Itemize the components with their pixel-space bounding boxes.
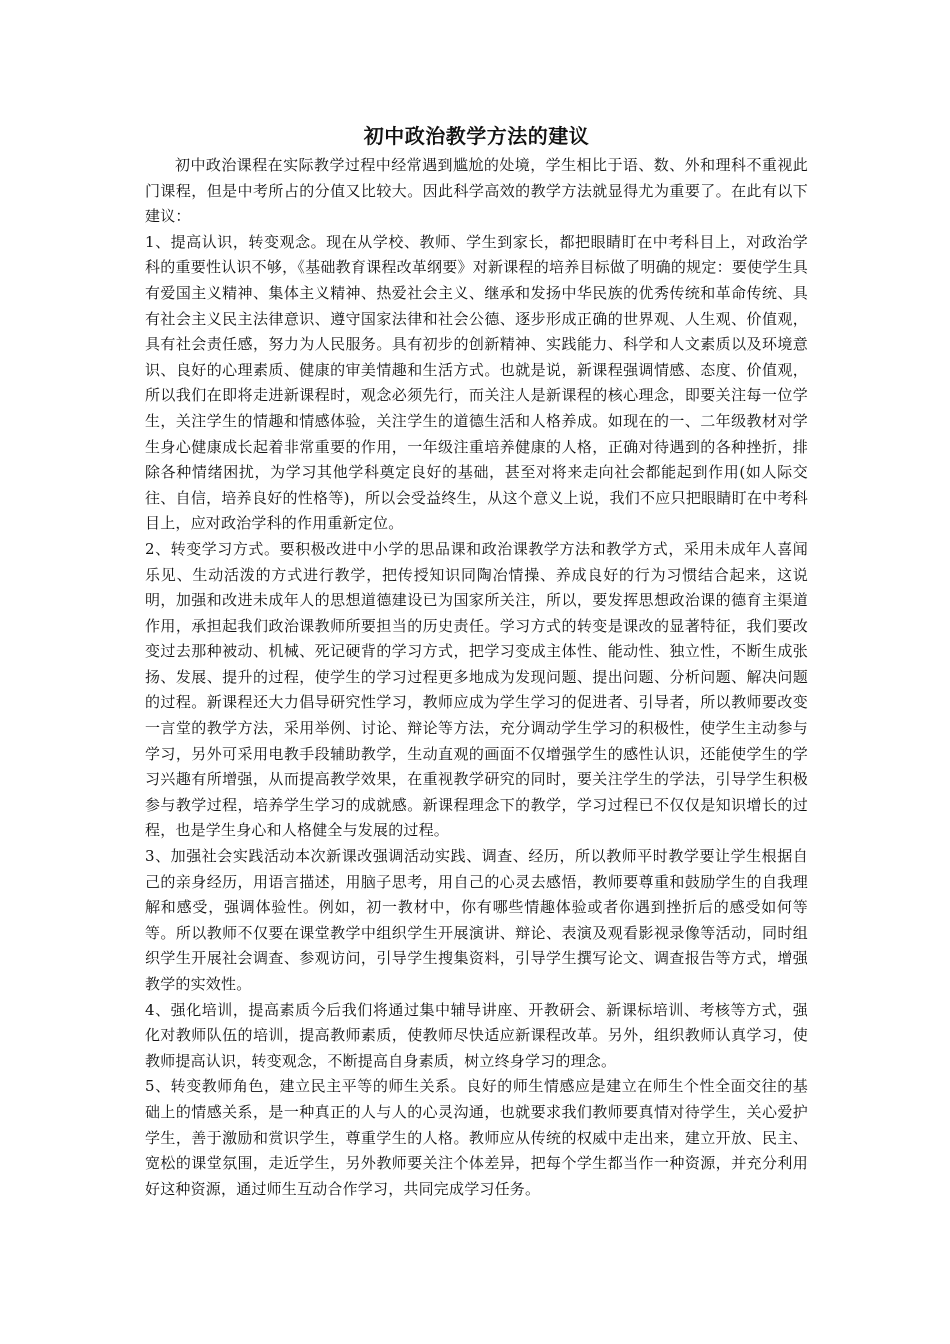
suggestion-paragraph-3: 3、加强社会实践活动本次新课改强调活动实践、调查、经历，所以教师平时教学要让学生根据自己的亲身经历，用语言描述，用脑子思考，用自己的心灵去感悟，教师要尊重和鼓励学生的自我理解和感受，强调体验性。例如，初一教材中，你有哪些情趣体验或者你遇到挫折后的感受如何等等。所以教师不仅要在课堂教学中组织学生开展演讲、辩论、表演及观看影视录像等活动，同时组织学生开展社会调查、参观访问，引导学生搜集资料，引导学生撰写论文、调查报告等方式，增强教学的实效性。 [145, 847, 808, 993]
suggestion-paragraph-5: 5、转变教师角色，建立民主平等的师生关系。良好的师生情感应是建立在师生个性全面交往的基础上的情感关系，是一种真正的人与人的心灵沟通，也就要求我们教师要真情对待学生，关心爱护学生，善于激励和赏识学生，尊重学生的人格。教师应从传统的权威中走出来，建立开放、民主、宽松的课堂氛围，走近学生，另外教师要关注个体差异，把每个学生都当作一种资源，并充分利用好这种资源，通过师生互动合作学习，共同完成学习任务。 [145, 1077, 808, 1198]
suggestion-paragraph-1: 1、提高认识，转变观念。现在从学校、教师、学生到家长，都把眼睛盯在中考科目上，对政治学科的重要性认识不够，《基础教育课程改革纲要》对新课程的培养目标做了明确的规定：要使学生具有爱国主义精神、集体主义精神、热爱社会主义、继承和发扬中华民族的优秀传统和革命传统、具有社会主义民主法律意识、遵守国家法律和社会公德、逐步形成正确的世界观、人生观、价值观，具有社会责任感，努力为人民服务。具有初步的创新精神、实践能力、科学和人文素质以及环境意识、良好的心理素质、健康的审美情趣和生活方式。也就是说，新课程强调情感、态度、价值观，所以我们在即将走进新课程时，观念必须先行，而关注人是新课程的核心理念，即要关注每一位学生，关注学生的情趣和情感体验，关注学生的道德生活和人格养成。如现在的一、二年级教材对学生身心健康成长起着非常重要的作用，一年级注重培养健康的人格，正确对待遇到的各种挫折，排除各种情绪困扰，为学习其他学科奠定良好的基础，甚至对将来走向社会都能起到作用(如人际交往、自信，培养良好的性格等)，所以会受益终生，从这个意义上说，我们不应只把眼睛盯在中考科目上，应对政治学科的作用重新定位。 [145, 232, 808, 533]
suggestion-paragraph-2: 2、转变学习方式。要积极改进中小学的思品课和政治课教学方法和教学方式，采用未成年人喜闻乐见、生动活泼的方式进行教学，把传授知识同陶冶情操、养成良好的行为习惯结合起来，这说明，加强和改进未成年人的思想道德建设已为国家所关注，所以，要发挥思想政治课的德育主渠道作用，承担起我们政治课教师所要担当的历史责任。学习方式的转变是课改的显著特征，我们要改变过去那种被动、机械、死记硬背的学习方式，把学习变成主体性、能动性、独立性，不断生成张扬、发展、提升的过程，使学生的学习过程更多地成为发现问题、提出问题、分析问题、解决问题的过程。新课程还大力倡导研究性学习，教师应成为学生学习的促进者、引导者，所以教师要改变一言堂的教学方法，采用举例、讨论、辩论等方法，充分调动学生学习的积极性，使学生主动参与学习，另外可采用电教手段辅助教学，生动直观的画面不仅增强学生的感性认识，还能使学生的学习兴趣有所增强，从而提高教学效果，在重视教学研究的同时，要关注学生的学法，引导学生积极参与教学过程，培养学生学习的成就感。新课程理念下的教学，学习过程已不仅仅是知识增长的过程，也是学生身心和人格健全与发展的过程。 [145, 539, 808, 840]
document-title: 初中政治教学方法的建议 [363, 124, 590, 148]
suggestion-paragraph-4: 4、强化培训，提高素质今后我们将通过集中辅导讲座、开教研会、新课标培训、考核等方式，强化对教师队伍的培训，提高教师素质，使教师尽快适应新课程改革。另外，组织教师认真学习，使教师提高认识，转变观念，不断提高自身素质，树立终身学习的理念。 [145, 1000, 808, 1070]
intro-paragraph: 初中政治课程在实际教学过程中经常遇到尴尬的处境，学生相比于语、数、外和理科不重视此门课程，但是中考所占的分值又比较大。因此科学高效的教学方法就显得尤为重要了。在此有以下建议： [145, 156, 808, 226]
document-page [145, 121, 808, 1202]
